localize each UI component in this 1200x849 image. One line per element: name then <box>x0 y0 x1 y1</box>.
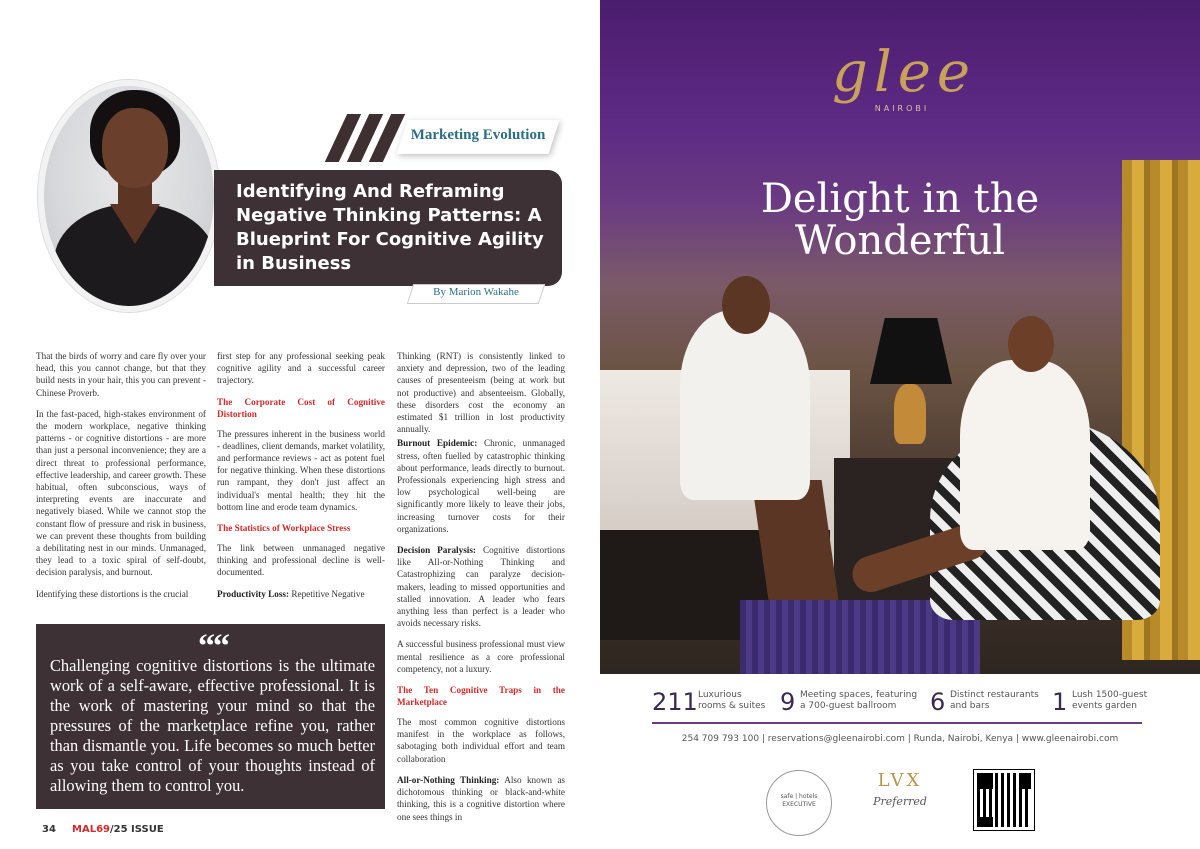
stat-text-line: a 700-guest ballroom <box>800 701 897 711</box>
stat-number: 211 <box>652 688 698 716</box>
lamp-base <box>894 384 926 444</box>
text-column-3 <box>397 350 565 832</box>
pull-quote-text: Challenging cognitive distortions is the ultimate work of a self-aware, effective professional. It is the work of mastering your mind so that the pressures of the marketplace refine you, rather than dismantle you. Life becomes so much better as you take control of your thoughts instead of allowing them to control you. <box>50 656 375 795</box>
subheading: The Ten Cognitive Traps in the Marketplace <box>397 685 565 708</box>
paragraph: The pressures inherent in the business world - deadlines, client demands, market volatility, and performance reviews - act as potent fuel for negative thinking. When these distortions run rampant, they don't just affect an individual's mental health; they hit the bottom line and erode team dynamics. <box>217 428 385 512</box>
paragraph: Identifying these distortions is the crucial <box>36 588 189 599</box>
stat-number: 6 <box>930 688 946 716</box>
stat-text <box>950 690 1039 712</box>
logo-location: NAIROBI <box>874 104 930 113</box>
text-column-2 <box>217 350 385 609</box>
author-portrait <box>38 80 220 312</box>
hotel-advertisement <box>600 0 1200 849</box>
ad-headline <box>750 178 1050 262</box>
paragraph <box>217 588 385 600</box>
lamp-shade <box>870 318 952 384</box>
hotel-stats <box>600 674 1200 849</box>
title-panel <box>214 170 562 286</box>
stat-text <box>800 690 917 712</box>
stat-text-line: Meeting spaces, featuring <box>800 690 918 700</box>
text-column-1 <box>36 350 206 609</box>
stat-text-line: and bars <box>950 701 990 711</box>
stat-meeting <box>780 688 930 718</box>
article-title: Identifying And Reframing Negative Thinking Patterns: A Blueprint For Cognitive Agility in Business <box>236 181 544 274</box>
byline: By Marion Wakahe <box>433 286 519 298</box>
lvx-preferred-logo <box>858 770 942 836</box>
qr-code-icon[interactable] <box>974 770 1034 830</box>
badge-text: safe | hotels <box>780 793 818 800</box>
preferred-text: Preferred <box>873 795 927 808</box>
man-head <box>722 276 770 334</box>
section-tag: Marketing Evolution <box>410 127 546 143</box>
badge-text: EXECUTIVE <box>782 801 816 808</box>
paragraph-text: Repetitive Negative <box>289 588 365 599</box>
stat-restaurants <box>930 688 1060 718</box>
subheading: The Statistics of Workplace Stress <box>217 523 351 534</box>
paragraph: The most common cognitive distortions manifest in the workplace as follows, sabotaging both individual effort and team collaboration <box>397 717 565 764</box>
hotel-room-photo <box>600 0 1200 674</box>
issue-label <box>72 824 164 835</box>
stat-text-line: Lush 1500-guest <box>1072 690 1148 700</box>
divider <box>652 722 1142 724</box>
quote-mark-icon: ““ <box>198 628 228 665</box>
woman-figure <box>960 360 1090 550</box>
paragraph <box>397 544 565 629</box>
paragraph-text: Cognitive distortions like All-or-Nothing Thinking and Catastrophizing can paralyze decision-makers, leading to missed opportunities and stalled innovation. A leader who fears anything less than perfect is a leader who avoids necessary risks. <box>397 545 565 629</box>
run-in-label: Burnout Epidemic: <box>397 438 478 449</box>
page-number: 34 <box>42 824 56 835</box>
subheading: The Corporate Cost of Cognitive Distortion <box>217 396 385 419</box>
paragraph: Thinking (RNT) is consistently linked to anxiety and depression, two of the leading causes of presenteeism (being at work but not productive) and absenteeism. Globally, these disorders cost the economy an estimated $1 trillion in lost productivity annually. <box>397 351 565 435</box>
stat-rooms <box>652 688 772 718</box>
stat-garden <box>1052 688 1192 718</box>
glee-logo: glee <box>832 40 977 105</box>
paragraph <box>397 437 565 535</box>
headline-line-2: Wonderful <box>795 218 1005 264</box>
pull-quote <box>36 624 385 809</box>
issue-mal: MAL69 <box>72 824 110 835</box>
stat-text-line: events garden <box>1072 701 1137 711</box>
stat-number: 9 <box>780 688 796 716</box>
paragraph: first step for any professional seeking peak cognitive agility and a successful career trajectory. <box>217 351 385 386</box>
paragraph <box>397 774 565 823</box>
epigraph: That the birds of worry and care fly over your head, this you cannot change, but that they build nests in your hair, this you can prevent - Chinese Proverb. <box>36 351 206 398</box>
run-in-label: Productivity Loss: <box>217 588 290 599</box>
paragraph: A successful business professional must view mental resilience as a core professional competency, not a luxury. <box>397 639 565 674</box>
man-figure <box>680 310 810 500</box>
run-in-label: Decision Paralysis: <box>397 545 476 556</box>
paragraph: The link between unmanaged negative thinking and professional decline is well-documented. <box>217 543 385 578</box>
safe-hotels-badge <box>766 770 832 836</box>
paragraph-text: Also known as dichotomous thinking or black-and-white thinking, this is a cognitive distortion where one sees things in <box>397 774 565 822</box>
paragraph-text: Chronic, unmanaged stress, often fuelled by catastrophic thinking about performance, leads directly to burnout. Professionals experiencing high stress and low psychological well-being are significantly more likely to leave their jobs, increasing turnover costs for their organizations. <box>397 438 565 534</box>
lvx-text: LVX <box>877 770 923 791</box>
run-in-label: All-or-Nothing Thinking: <box>397 774 500 785</box>
stat-text-line: Luxurious <box>698 690 742 700</box>
contact-line: 254 709 793 100 | reservations@gleenairobi.com | Runda, Nairobi, Kenya | www.gleenairobi.com <box>681 734 1119 744</box>
portrait-neckline <box>110 204 160 244</box>
stat-text <box>698 690 765 712</box>
stat-text <box>1072 690 1147 712</box>
headline-line-1: Delight in the <box>760 176 1040 222</box>
paragraph: In the fast-paced, high-stakes environment of the modern workplace, negative thinking patterns - or cognitive distortions - are more than just a personal inconvenience; they are a direct threat to professional performance, effective leadership, and career growth. These habitual, often subconscious, ways of interpreting events are inaccurate and negatively biased. While we cannot stop the constant flow of pressure and risk in business, we can prevent these thoughts from building a debilitating nest in our minds. Unmanaged, they lead to a toxic spiral of self-doubt, decision paralysis, and burnout. <box>36 408 206 578</box>
issue-rest: /25 ISSUE <box>109 824 164 835</box>
stat-text-line: Distinct restaurants <box>950 690 1039 700</box>
stat-text-line: rooms & suites <box>698 701 766 711</box>
stat-number: 1 <box>1052 688 1068 716</box>
portrait-face <box>102 108 168 188</box>
woman-head <box>1008 316 1054 372</box>
